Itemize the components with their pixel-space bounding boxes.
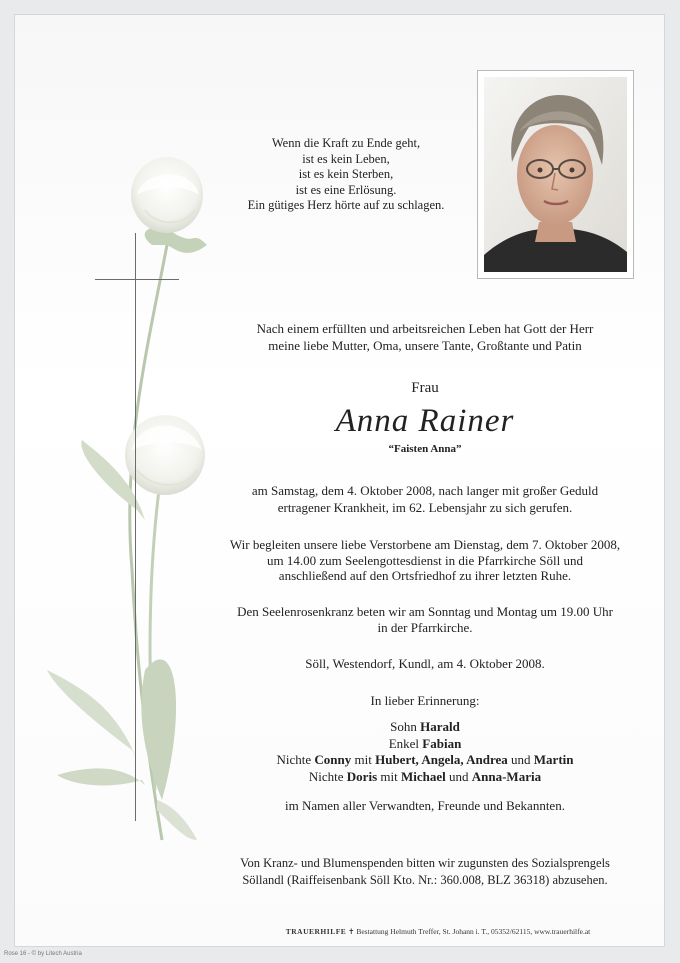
footer: [228, 927, 648, 936]
funeral-notice: [205, 537, 645, 584]
relatives-line: im Namen aller Verwandten, Freunde und Bekannten.: [285, 798, 565, 813]
memory-heading: In lieber Erinnerung:: [370, 693, 480, 708]
family-list: [205, 719, 645, 785]
family-name: Fabian: [422, 735, 462, 751]
poem-line: Wenn die Kraft zu Ende geht,: [271, 136, 421, 150]
deceased-name: Anna Rainer: [335, 403, 515, 439]
nickname: “Faisten Anna”: [388, 443, 462, 455]
funeral-line: anschließend auf den Ortsfriedhof zu ihrer letzten Ruhe.: [278, 568, 572, 583]
family-connector: mit: [351, 752, 376, 767]
cross-vertical-line: [135, 233, 136, 821]
rosary-line: in der Pfarrkirche.: [377, 620, 473, 635]
footer-brand: TRAUERHILFE: [285, 927, 347, 936]
family-name: Conny: [314, 752, 352, 767]
family-name: Harald: [420, 719, 460, 734]
family-row-son: [205, 719, 645, 736]
family-relation: Sohn: [390, 719, 421, 734]
family-name: Anna-Maria: [471, 768, 542, 784]
family-name: Michael: [400, 768, 446, 784]
death-notice: [205, 482, 645, 516]
poem-line: Ein gütiges Herz hörte auf zu schlagen.: [247, 198, 445, 212]
death-line: ertragener Krankheit, im 62. Lebensjahr zu sich gerufen.: [277, 500, 573, 515]
rosary-notice: [205, 604, 645, 636]
funeral-line: Wir begleiten unsere liebe Verstorbene am Dienstag, dem 7. Oktober 2008,: [229, 537, 621, 552]
intro-text: [205, 320, 645, 354]
family-connector: und: [445, 768, 472, 784]
obituary-sheet: [14, 14, 665, 947]
family-name: Martin: [533, 752, 574, 767]
family-name: Doris: [346, 768, 378, 784]
rose-illustration: [37, 150, 227, 870]
cross-horizontal-line: [95, 279, 179, 280]
place-date: Söll, Westendorf, Kundl, am 4. Oktober 2008.: [305, 656, 545, 671]
cross-icon: ✝: [348, 927, 357, 936]
footer-text: Bestattung Helmuth Treffer, St. Johann i. T., 05352/62115, www.trauerhilfe.at: [356, 927, 591, 936]
family-connector: mit: [377, 768, 401, 784]
death-line: am Samstag, dem 4. Oktober 2008, nach langer mit großer Geduld: [251, 483, 599, 498]
donation-line: Söllandl (Raiffeisenbank Söll Kto. Nr.: 360.008, BLZ 36318) abzusehen.: [242, 872, 608, 887]
poem: [221, 136, 471, 214]
poem-line: ist es eine Erlösung.: [295, 182, 397, 197]
funeral-line: um 14.00 zum Seelengottesdienst in die Pfarrkirche Söll und: [267, 552, 583, 568]
family-row-niece-conny: [205, 752, 645, 769]
family-name: Hubert, Angela, Andrea: [375, 752, 508, 767]
family-relation: Nichte: [276, 752, 315, 767]
poem-line: ist es kein Sterben,: [298, 167, 394, 181]
portrait-frame: [477, 70, 634, 279]
family-relation: Enkel: [388, 735, 423, 751]
imprint: Rose 16 - © by Litech Austria: [4, 951, 82, 957]
poem-line: ist es kein Leben,: [302, 151, 390, 166]
donation-line: Von Kranz- und Blumenspenden bitten wir zugunsten des Sozialsprengels: [240, 856, 610, 870]
portrait-photo: [484, 77, 627, 272]
intro-line: meine liebe Mutter, Oma, unsere Tante, Großtante und Patin: [268, 338, 582, 353]
family-relation: Nichte: [308, 768, 347, 784]
family-connector: und: [507, 752, 534, 767]
donation-notice: [205, 855, 645, 888]
family-row-grandson: [205, 736, 645, 753]
intro-line: Nach einem erfüllten und arbeitsreichen Leben hat Gott der Herr: [256, 321, 594, 336]
rosary-line: Den Seelenrosenkranz beten wir am Sonntag und Montag um 19.00 Uhr: [237, 604, 613, 619]
salutation: Frau: [411, 380, 439, 396]
family-row-niece-doris: [205, 769, 645, 786]
